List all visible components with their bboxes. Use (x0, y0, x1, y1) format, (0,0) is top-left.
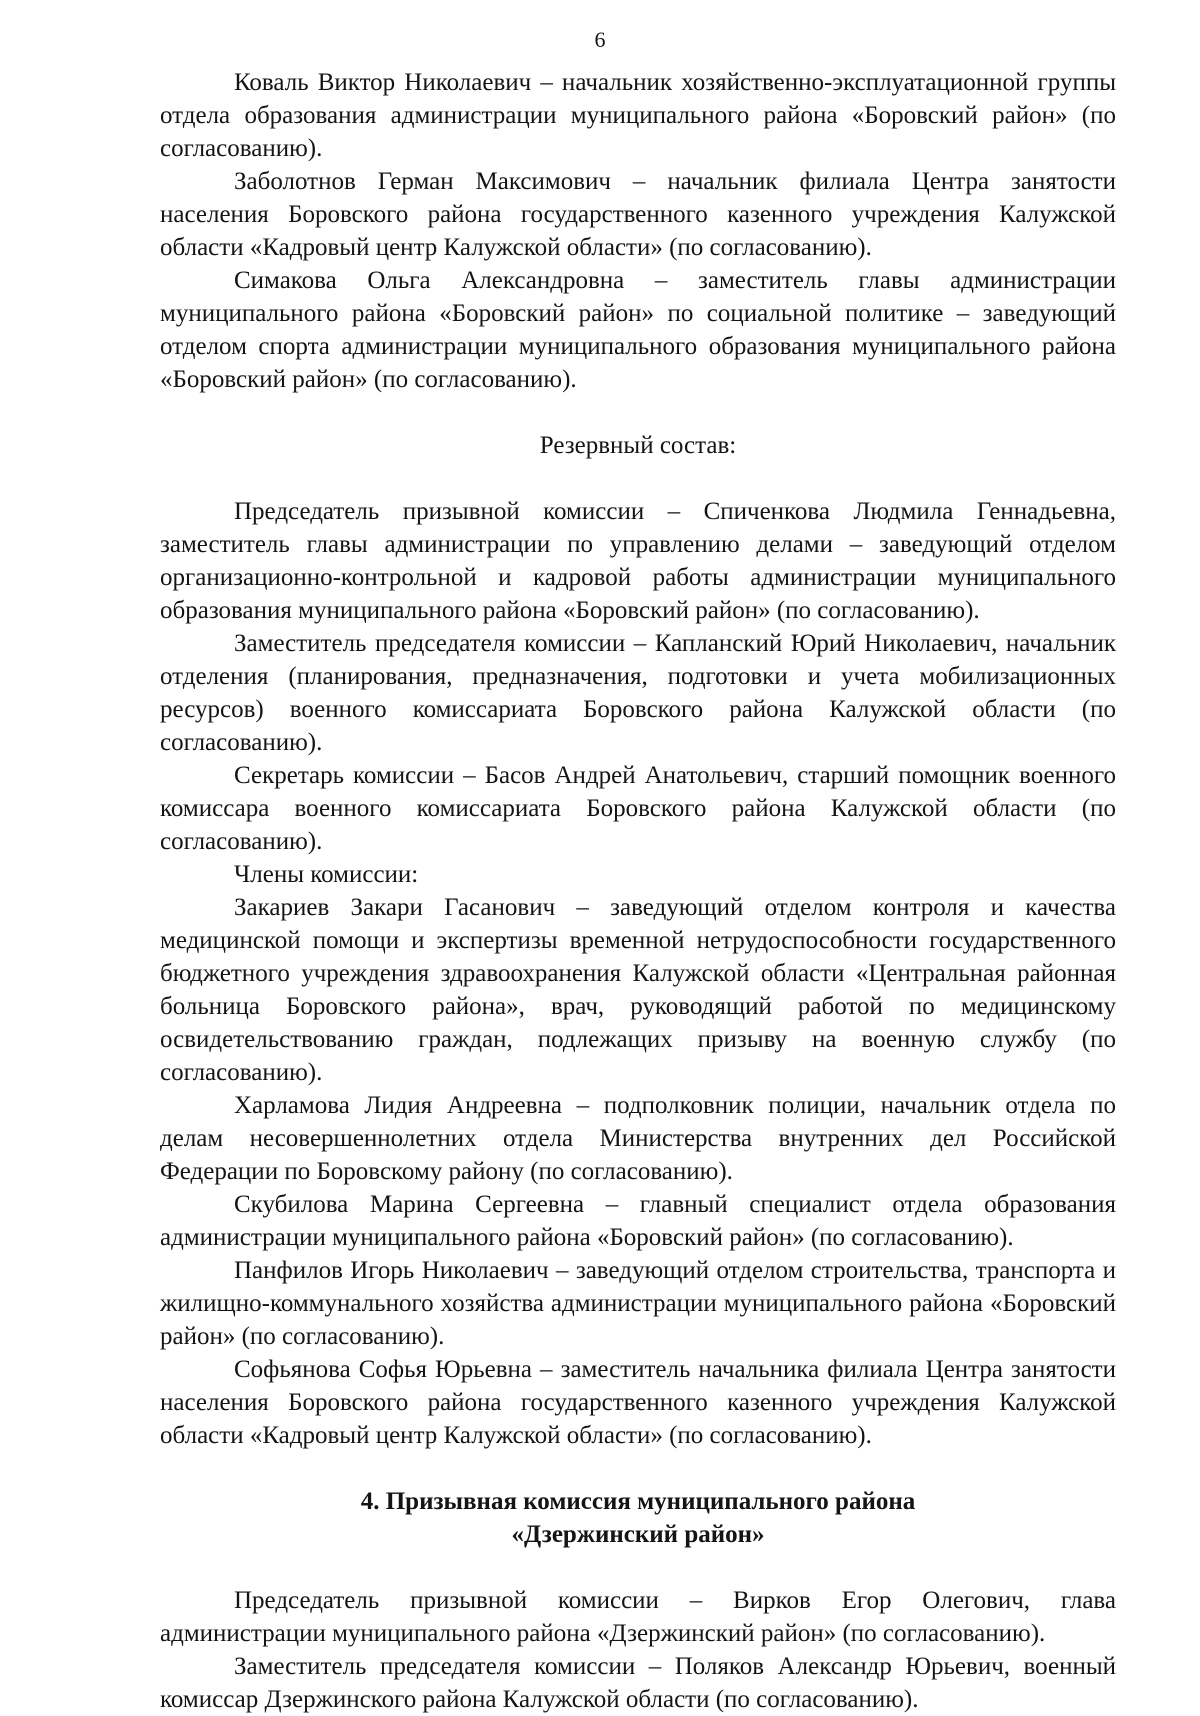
section-heading-subtitle: «Дзержинский район» (511, 1521, 765, 1548)
member-paragraph: Харламова Лидия Андреевна – подполковник полиции, начальник отдела по делам несовершеннолетних отдела Министерства внутренних дел Российской Федерации по Боровскому району (по согласованию). (160, 1092, 1116, 1185)
member-paragraph: Симакова Ольга Александровна – заместитель главы администрации муниципального района «Боровский район» по социальной политике – заведующий отделом спорта администрации муниципального образования муниципального района «Боровский район» (по согласованию). (160, 267, 1116, 393)
page-number: 6 (594, 27, 606, 52)
member-paragraph: Коваль Виктор Николаевич – начальник хозяйственно-эксплуатационной группы отдела образования администрации муниципального района «Боровский район» (по согласованию). (160, 69, 1116, 162)
chairman-paragraph: Председатель призывной комиссии – Спиченкова Людмила Геннадьевна, заместитель главы администрации по управлению делами – заведующий отделом организационно-контрольной и кадровой работы администрации муниципального образования муниципального района «Боровский район» (по согласованию). (160, 498, 1116, 624)
member-paragraph: Панфилов Игорь Николаевич – заведующий отделом строительства, транспорта и жилищно-коммунального хозяйства администрации муниципального района «Боровский район» (по согласованию). (160, 1257, 1116, 1350)
spacer (160, 462, 1116, 495)
members-label: Члены комиссии: (234, 861, 419, 888)
section4-deputy-paragraph: Заместитель председателя комиссии – Поляков Александр Юрьевич, военный комиссар Дзержинского района Калужской области (по согласованию). (160, 1653, 1116, 1713)
member-paragraph: Скубилова Марина Сергеевна – главный специалист отдела образования администрации муниципального района «Боровский район» (по согласованию). (160, 1191, 1116, 1251)
section4-chairman-paragraph: Председатель призывной комиссии – Вирков Егор Олегович, глава администрации муниципального района «Дзержинский район» (по согласованию). (160, 1587, 1116, 1647)
section-heading: 4. Призывная комиссия муниципального района (360, 1488, 916, 1515)
member-paragraph: Закариев Закари Гасанович – заведующий отделом контроля и качества медицинской помощи и экспертизы временной нетрудоспособности государственного бюджетного учреждения здравоохранения Калужской области «Центральная районная больница Боровского района», врач, руководящий работой по медицинскому освидетельствованию граждан, подлежащих призыву на военную службу (по согласованию). (160, 894, 1116, 1086)
document-body (160, 66, 1116, 1716)
member-paragraph: Софьянова Софья Юрьевна – заместитель начальника филиала Центра занятости населения Боровского района государственного казенного учреждения Калужской области «Кадровый центр Калужской области» (по согласованию). (160, 1356, 1116, 1449)
spacer (160, 1551, 1116, 1584)
deputy-chairman-paragraph: Заместитель председателя комиссии – Капланский Юрий Николаевич, начальник отделения (планирования, предназначения, подготовки и учета мобилизационных ресурсов) военного комиссариата Боровского района Калужской области (по согласованию). (160, 630, 1116, 756)
reserve-heading: Резервный состав: (539, 432, 737, 459)
spacer (160, 1452, 1116, 1485)
member-paragraph: Заболотнов Герман Максимович – начальник филиала Центра занятости населения Боровского района государственного казенного учреждения Калужской области «Кадровый центр Калужской области» (по согласованию). (160, 168, 1116, 261)
spacer (160, 396, 1116, 429)
secretary-paragraph: Секретарь комиссии – Басов Андрей Анатольевич, старший помощник военного комиссара военного комиссариата Боровского района Калужской области (по согласованию). (160, 762, 1116, 855)
